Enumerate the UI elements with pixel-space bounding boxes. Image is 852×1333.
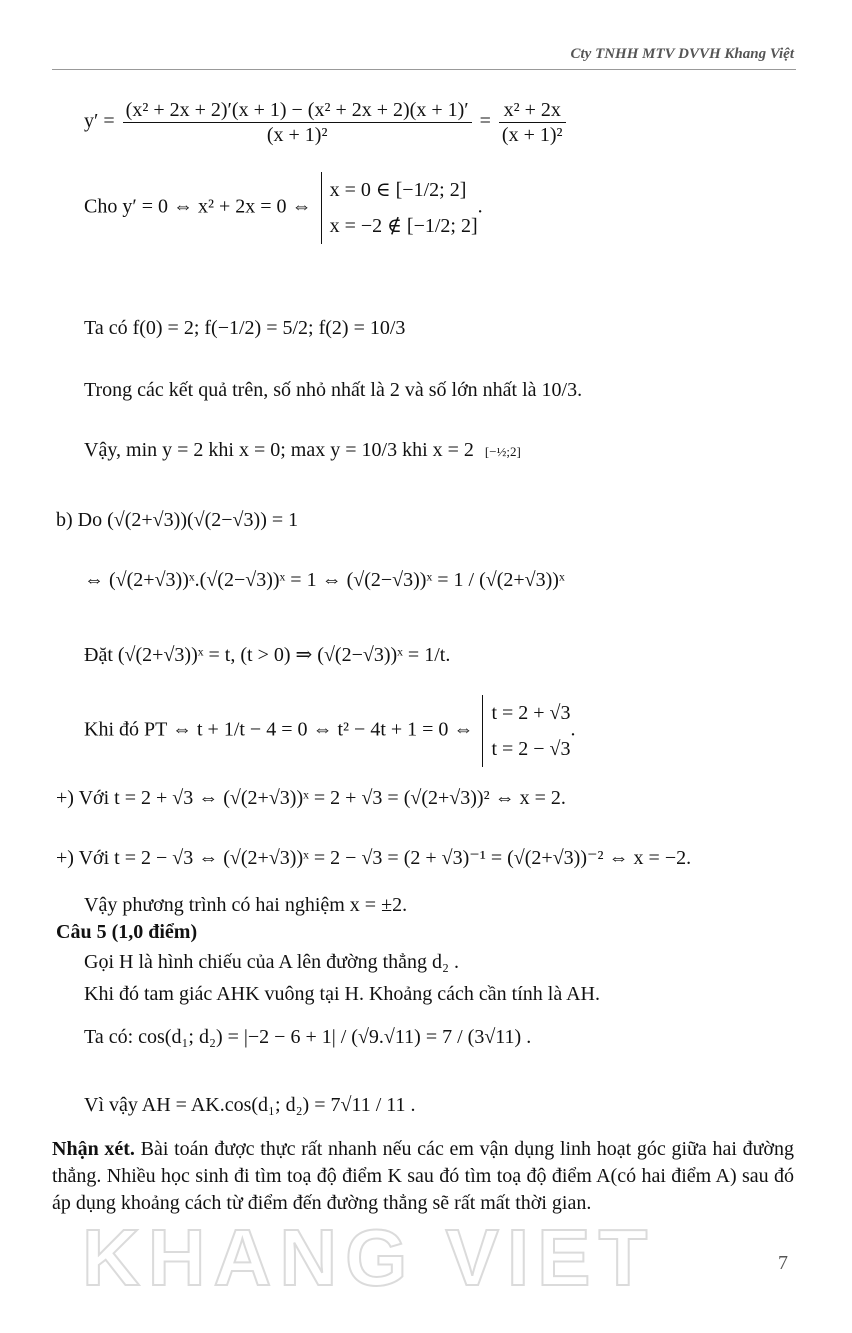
vay1-range: [−½;2]	[484, 444, 521, 459]
page-number: 7	[778, 1252, 788, 1274]
derivative-den2: (x + 1)²	[499, 122, 566, 147]
cho-case-1: x = 0 ∈ [−1/2; 2]	[329, 179, 467, 201]
khido-line	[84, 695, 576, 767]
khido-case-2: t = 2 − √3	[491, 738, 571, 760]
trong-end: .	[577, 379, 583, 401]
khido-suffix: .	[570, 718, 576, 741]
derivative-num2: x² + 2x	[503, 99, 561, 121]
equiv-line: ⇔ (√(2+√3))ˣ.(√(2−√3))ˣ = 1 ⇔ (√(2−√3))ˣ = 1 / (√(2+√3))ˣ	[84, 569, 565, 591]
vay1-line	[84, 438, 521, 464]
nhanxet-label: Nhận xét.	[52, 1138, 135, 1160]
cho-system	[321, 172, 478, 244]
cos-line: Ta có: cos(d₁; d₂) = |−2 − 6 + 1| / (√9.√11) = 7 / (3√11) .	[84, 1026, 532, 1048]
dat-line: Đặt (√(2+√3))ˣ = t, (t > 0) ⇒ (√(2−√3))ˣ = 1/t.	[84, 644, 451, 666]
khido2-line: Khi đó tam giác AHK vuông tại H. Khoảng cách cần tính là AH.	[84, 983, 600, 1005]
cho-line	[84, 172, 483, 244]
cho-case-2: x = −2 ∉ [−1/2; 2]	[329, 215, 478, 237]
voi1-line: +) Với t = 2 + √3 ⇔ (√(2+√3))ˣ = 2 + √3 = (√(2+√3))² ⇔ x = 2.	[56, 787, 566, 809]
vivay-line: Vì vậy AH = AK.cos(d₁; d₂) = 7√11 / 11 .	[84, 1094, 416, 1116]
derivative-lhs: y′ =	[84, 110, 115, 133]
trong-text: Trong các kết quả trên, số nhỏ nhất là 2 và số lớn nhất là	[84, 379, 537, 401]
khido-system	[482, 695, 570, 767]
khido-prefix: Khi đó PT ⇔ t + 1/t − 4 = 0 ⇔ t² − 4t + 1 = 0 ⇔	[84, 718, 474, 741]
voi2-line: +) Với t = 2 − √3 ⇔ (√(2+√3))ˣ = 2 − √3 = (2 + √3)⁻¹ = (√(2+√3))⁻² ⇔ x = −2.	[56, 847, 692, 869]
taco-line: Ta có f(0) = 2; f(−1/2) = 5/2; f(2) = 10/3	[84, 317, 406, 339]
derivative-num1: (x² + 2x + 2)′(x + 1) − (x² + 2x + 2)(x + 1)′	[125, 99, 469, 121]
watermark: KHANG VIET	[82, 1213, 656, 1302]
goih-line: Gọi H là hình chiếu của A lên đường thẳng d₂ .	[84, 951, 459, 973]
header-divider	[52, 69, 796, 70]
derivative-line: y′ = $\frac{\text{(x² + 2x + 2)′(x + 1) − (x² + 2x + 2)(x + 1)′}}{\text{(x + 1)²}}$ = $\frac{\text{x² + 2x}}{\text{(x + 1)²}}$	[84, 98, 569, 147]
derivative-den1: (x + 1)²	[123, 122, 472, 147]
nhanxet-text: Bài toán được thực rất nhanh nếu các em vận dụng linh hoạt góc giữa hai đường thẳng. Nhiều học sinh đi tìm toạ độ điểm K sau đó tìm toạ độ điểm A(có hai điểm A) sau đó áp dụng khoảng cách từ điểm đến đường thẳng sẽ rất mất thời gian.	[52, 1138, 794, 1214]
vay2-line: Vậy phương trình có hai nghiệm x = ±2.	[84, 894, 408, 916]
page-header: Cty TNHH MTV DVVH Khang Việt	[570, 46, 794, 62]
khido-case-1: t = 2 + √3	[491, 702, 571, 724]
nhanxet-paragraph	[52, 1136, 794, 1217]
cho-prefix: Cho y′ = 0 ⇔ x² + 2x = 0 ⇔	[84, 195, 312, 218]
b-do-line: b) Do (√(2+√3))(√(2−√3)) = 1	[56, 509, 299, 531]
trong-line	[84, 378, 582, 402]
trong-frac: 10/3	[541, 379, 578, 401]
vay1-text: Vậy, min y = 2 khi x = 0; max y = 10/3 khi x = 2	[84, 439, 474, 461]
cau5-heading: Câu 5 (1,0 điểm)	[56, 921, 198, 943]
cho-suffix: .	[477, 195, 483, 218]
